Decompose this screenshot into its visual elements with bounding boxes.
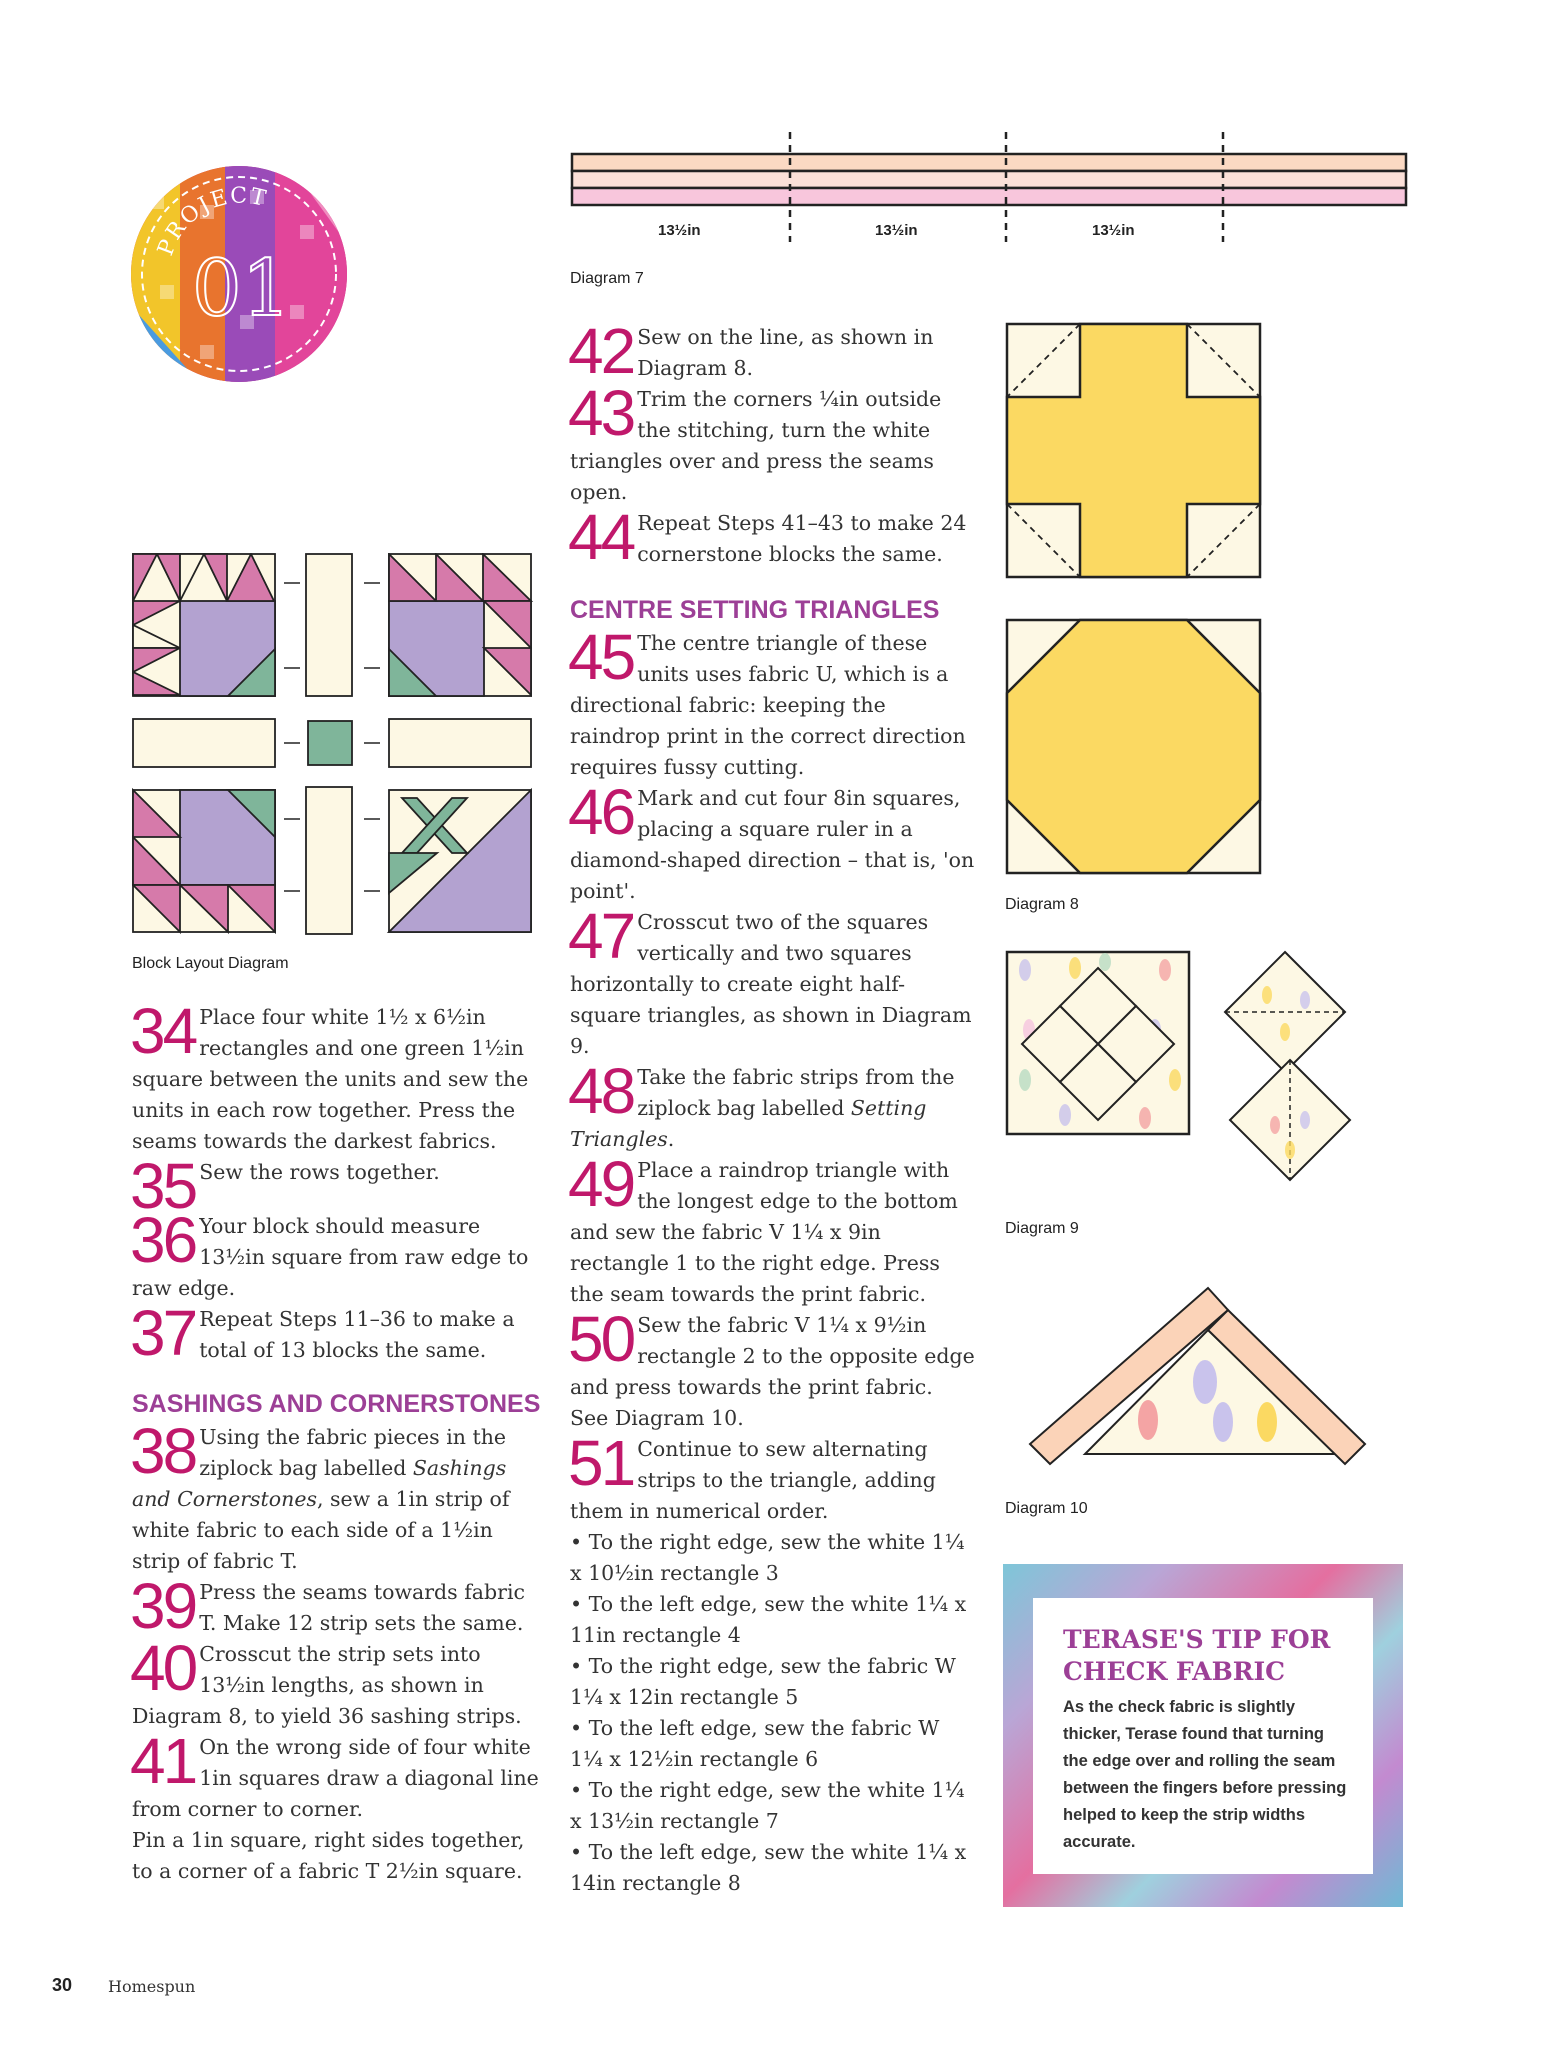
diagram-7: [570, 130, 1410, 245]
step-48: [568, 1055, 975, 1155]
step-number: 50: [568, 1303, 634, 1375]
step-number: 44: [568, 501, 634, 573]
step-text: Crosscut two of the squares vertically and two squares horizontally to create eight half-square triangles, as shown in Diagram 9.: [570, 910, 972, 1058]
step-number: 35: [130, 1150, 196, 1222]
step-text: Using the fabric pieces in the ziplock bag labelled: [199, 1425, 507, 1480]
step-number: 49: [568, 1148, 634, 1220]
step-number: 37: [130, 1297, 196, 1369]
step-text: .: [667, 1127, 675, 1151]
step-number: 47: [568, 900, 634, 972]
step-text: Mark and cut four 8in squares, placing a square ruler in a diamond-shaped direction – that is, 'on point'.: [570, 786, 975, 903]
step-51: [568, 1427, 975, 1527]
block-layout-caption: Block Layout Diagram: [132, 955, 289, 972]
diagram-9: [1005, 950, 1365, 1185]
step-text: On the wrong side of four white 1in squares draw a diagonal line from corner to corner.: [132, 1735, 539, 1821]
step-35: [130, 1150, 542, 1222]
step-number: 46: [568, 776, 634, 848]
step-42: [568, 315, 975, 387]
step-number: 45: [568, 621, 634, 693]
block-layout-graphic: [132, 553, 534, 935]
step-number: 38: [130, 1415, 196, 1487]
diagram-7-caption: Diagram 7: [570, 270, 644, 287]
diagram-8-graphic: [1005, 322, 1265, 880]
column-left: [130, 995, 542, 1887]
step-number: 40: [130, 1632, 196, 1704]
step-text: Crosscut the strip sets into 13½in lengths, as shown in Diagram 8, to yield 36 sashing strips.: [132, 1642, 522, 1728]
step-50: [568, 1303, 975, 1434]
bullet-item: • To the left edge, sew the fabric W 1¼ x 12½in rectangle 6: [570, 1716, 940, 1771]
diagram-10: [1025, 1272, 1375, 1472]
magazine-name: Homespun: [108, 1977, 196, 1996]
diagram-7-label-1: 13½in: [658, 222, 701, 239]
step-emphasis: Sashings and Cornerstones: [132, 1456, 507, 1511]
step-44: [568, 501, 975, 573]
step-text: Repeat Steps 11–36 to make a total of 13 blocks the same.: [199, 1307, 515, 1362]
step-34: [130, 995, 542, 1157]
diagram-7-label-3: 13½in: [1092, 222, 1135, 239]
bullet-item: • To the right edge, sew the white 1¼ x 10½in rectangle 3: [570, 1530, 965, 1585]
heading-centre-setting: CENTRE SETTING TRIANGLES: [570, 596, 940, 624]
step-text: Sew on the line, as shown in Diagram 8.: [637, 325, 934, 380]
step-text: The centre triangle of these units uses fabric U, which is a directional fabric: keeping the raindrop print in the correct direction requires fussy cutting.: [570, 631, 966, 779]
step-46: [568, 776, 975, 907]
step-text: Repeat Steps 41–43 to make 24 cornerstone blocks the same.: [637, 511, 967, 566]
page-number: 30: [52, 1975, 73, 1995]
tip-box: [1003, 1564, 1403, 1907]
step-text: Trim the corners ¼in outside the stitching, turn the white triangles over and press the seams open.: [570, 387, 942, 504]
heading-sashings: SASHINGS AND CORNERSTONES: [132, 1390, 541, 1418]
diagram-10-graphic: [1025, 1272, 1375, 1472]
diagram-9-graphic: [1005, 950, 1365, 1185]
step-text: Sew the fabric V 1¼ x 9½in rectangle 2 to the opposite edge and press towards the print fabric. See Diagram 10.: [570, 1313, 975, 1430]
step-39: [130, 1570, 542, 1642]
step-number: 39: [130, 1570, 196, 1642]
step-number: 43: [568, 377, 634, 449]
tip-title: TERASE'S TIP FOR CHECK FABRIC: [1063, 1625, 1331, 1686]
step-text: Your block should measure 13½in square from raw edge to raw edge.: [132, 1214, 529, 1300]
column-middle: [568, 315, 975, 1899]
step-number: 36: [130, 1204, 196, 1276]
step-41: [130, 1725, 542, 1825]
step-text: Sew the rows together.: [199, 1160, 440, 1184]
badge-number: 01: [192, 244, 292, 334]
project-badge: [130, 165, 348, 383]
bullet-item: • To the left edge, sew the white 1¼ x 14in rectangle 8: [570, 1840, 967, 1895]
step-emphasis: Setting Triangles: [570, 1096, 927, 1151]
step-number: 34: [130, 995, 196, 1067]
step-38: [130, 1415, 542, 1577]
step-number: 41: [130, 1725, 196, 1797]
tip-text: As the check fabric is slightly thicker, Terase found that turning the edge over and rolling the seam between the fingers before pressing helped to keep the strip widths accurate.: [1063, 1698, 1347, 1851]
step-text: Place four white 1½ x 6½in rectangles and one green 1½in square between the units and sew the units in each row together. Press the seams towards the darkest fabrics.: [132, 1005, 529, 1153]
step-37: [130, 1297, 542, 1369]
bullet-item: • To the left edge, sew the white 1¼ x 11in rectangle 4: [570, 1592, 967, 1647]
step-text: Press the seams towards fabric T. Make 12 strip sets the same.: [199, 1580, 525, 1635]
step-number: 51: [568, 1427, 634, 1499]
block-layout-diagram: [132, 553, 534, 935]
step-number: 42: [568, 315, 634, 387]
step-number: 48: [568, 1055, 634, 1127]
step-43: [568, 377, 975, 508]
step-40: [130, 1632, 542, 1732]
step-text: Take the fabric strips from the ziplock bag labelled: [637, 1065, 955, 1120]
step-49: [568, 1148, 975, 1310]
project-badge-graphic: [130, 165, 348, 383]
diagram-8: [1005, 322, 1265, 880]
bullet-item: • To the right edge, sew the fabric W 1¼ x 12in rectangle 5: [570, 1654, 956, 1709]
badge-word: PROJECT: [153, 183, 270, 260]
step-text: , sew a 1in strip of white fabric to each side of a 1½in strip of fabric T.: [132, 1487, 510, 1573]
step-36: [130, 1204, 542, 1304]
diagram-7-label-2: 13½in: [875, 222, 918, 239]
step-text: Place a raindrop triangle with the longest edge to the bottom and sew the fabric V 1¼ x 9in rectangle 1 to the right edge. Press the seam towards the print fabric.: [570, 1158, 958, 1306]
diagram-10-caption: Diagram 10: [1005, 1500, 1088, 1517]
diagram-8-caption: Diagram 8: [1005, 896, 1079, 913]
bullet-item: • To the right edge, sew the white 1¼ x 13½in rectangle 7: [570, 1778, 965, 1833]
diagram-9-caption: Diagram 9: [1005, 1220, 1079, 1237]
tip-box-panel: [1033, 1598, 1373, 1874]
step-45: [568, 621, 975, 783]
step-41-continued: Pin a 1in square, right sides together, to a corner of a fabric T 2½in square.: [132, 1828, 525, 1883]
step-text: Continue to sew alternating strips to the triangle, adding them in numerical order.: [570, 1437, 936, 1523]
step-47: [568, 900, 975, 1062]
